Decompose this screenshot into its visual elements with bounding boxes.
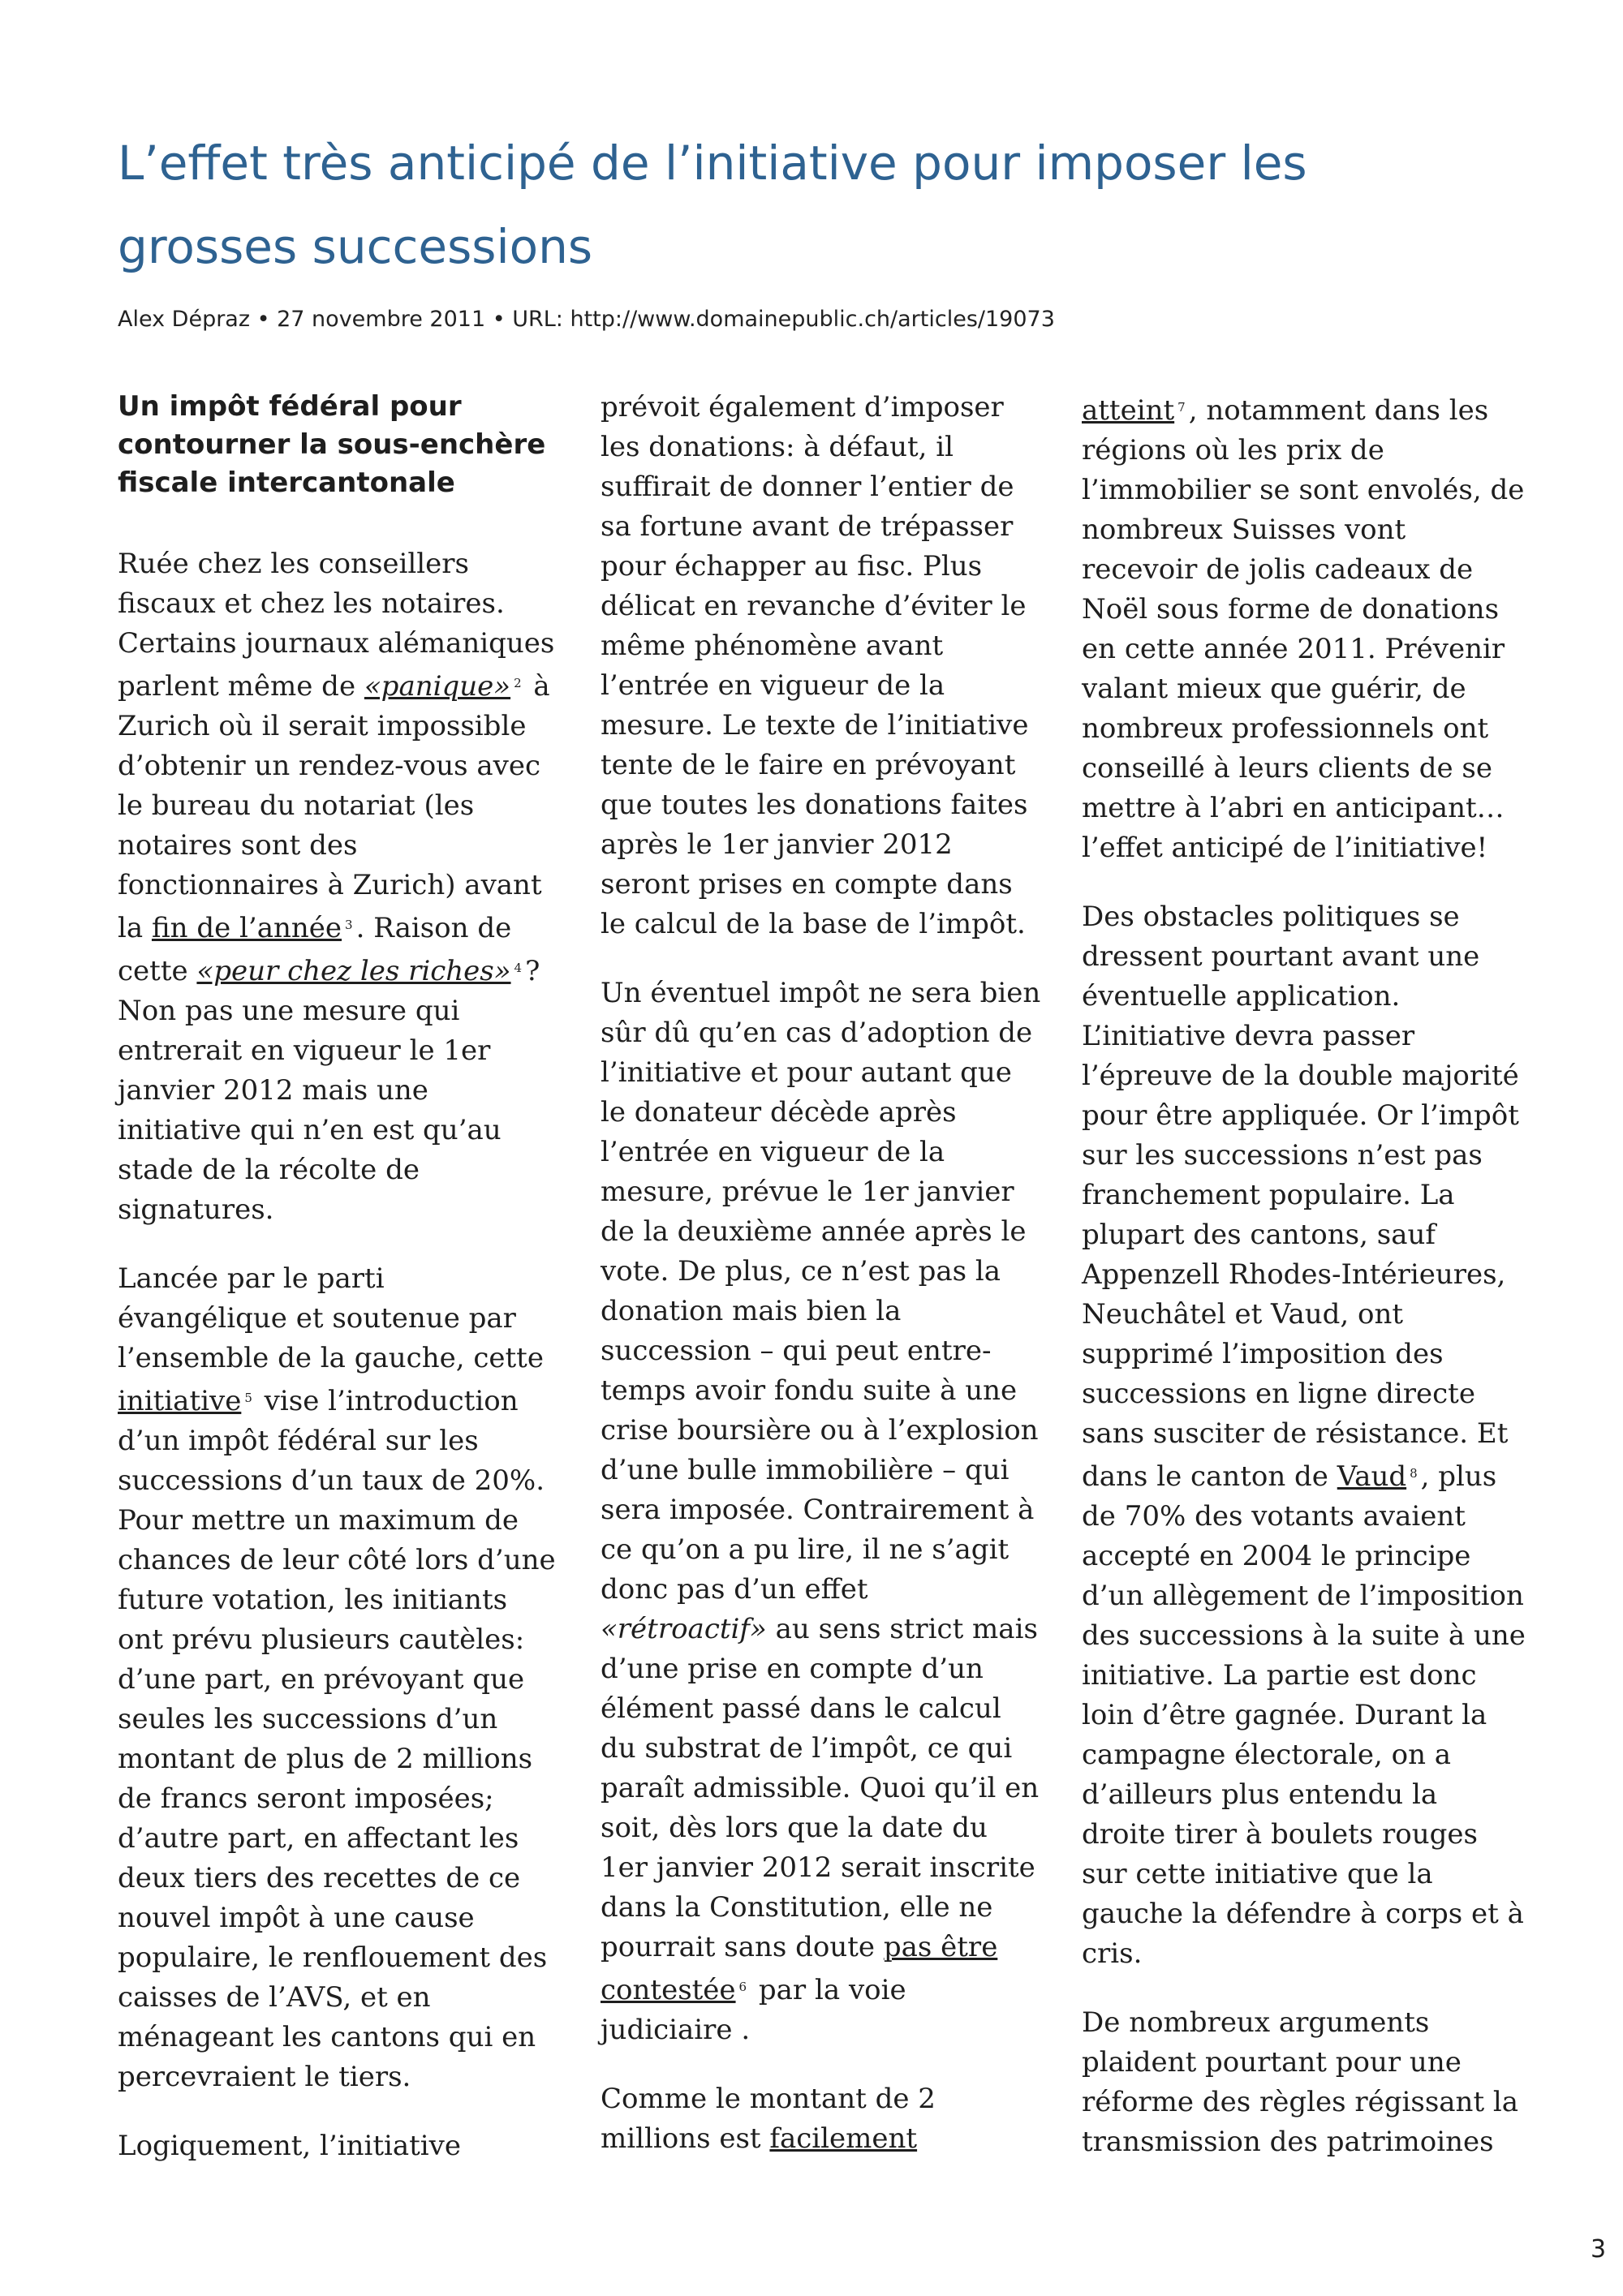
paragraph: prévoit également d’imposer les donations: à défaut, il suffirait de donner l’entier de sa fortune avant de trépasser pour échapper au fisc. Plus délicat en revanche d’éviter le même phénomène avant l’entrée en vigueur de la mesure. Le texte de l’initiative tente de le faire en prévoyant que toutes les donations faites après le 1er janvier 2012 seront prises en compte dans le calcul de la base de l’impôt. xyxy=(601,391,1029,940)
paragraph: De nombreux arguments plaident pourtant pour une réforme des règles régissant la transmission des patrimoines xyxy=(1082,2006,1519,2158)
column-3 xyxy=(1082,388,1526,2191)
footnote-marker: 5 xyxy=(244,1391,252,1405)
page-number: 3 xyxy=(1591,2235,1607,2264)
paragraph: Un éventuel impôt ne sera bien sûr dû qu’en cas d’adoption de l’initiative et pour autant que le donateur décède après l’entrée en vigueur de la mesure, prévue le 1er janvier de la deuxième année après le vote. De plus, ce n’est pas la donation mais bien la succession – qui peut entre-temps avoir fondu suite à une crise boursière ou à l’explosion d’une bulle immobilière – qui sera imposée. Contrairement à ce qu’on a pu lire, il ne s’agit donc pas d’un effet «rétroactif» au sens strict mais d’une prise en compte d’un élément passé dans le calcul du substrat de l’impôt, ce qui paraît admissible. Quoi qu’il en soit, dès lors que la date du 1er janvier 2012 serait inscrite dans la Constitution, elle ne pourrait sans doute pas être contestée $^6$ par la voie judiciaire . xyxy=(601,977,1041,2046)
footnote-marker: 4 xyxy=(514,961,523,975)
footnote-marker: 8 xyxy=(1410,1466,1418,1481)
footnote-link-facilement[interactable]: facilement xyxy=(769,2122,918,2155)
paragraph: Comme le montant de 2 millions est facilement xyxy=(601,2083,936,2155)
footnote-marker: 2 xyxy=(514,676,522,690)
footnote-link-initiative[interactable]: initiative xyxy=(118,1385,242,1417)
article-title: L’effet très anticipé de l’initiative pour imposer les grosses successions xyxy=(118,135,1307,274)
footnote-link-pas-etre-contestee[interactable]: pas être contestée xyxy=(601,1931,998,2006)
paragraph: Des obstacles politiques se dressent pourtant avant une éventuelle application. L’initiative devra passer l’épreuve de la double majorité pour être appliquée. Or l’impôt sur les successions n’est pas franchement populaire. La plupart des cantons, sauf Appenzell Rhodes-Intérieures, Neuchâtel et Vaud, ont supprimé l’imposition des successions en ligne directe sans susciter de résistance. Et dans le canton de Vaud $^8$ , plus de 70% des votants avaient accepté en 2004 le principe d’un allègement de l’imposition des successions à la suite à une initiative. La partie est donc loin d’être gagnée. Durant la campagne électorale, on a d’ailleurs plus entendu la droite tirer à boulets rouges sur cette initiative que la gauche la défendre à corps et à cris. xyxy=(1082,901,1526,1970)
column-1 xyxy=(118,388,560,2195)
paragraph: Ruée chez les conseillers fiscaux et chez les notaires. Certains journaux alémaniques parlent même de «panique» $^2$ à Zurich où il serait impossible d’obtenir un rendez-vous avec le bureau du notariat (les notaires sont des fonctionnaires à Zurich) avant la fin de l’année $^3$ . Raison de cette «peur chez les riches» $^4$ ? Non pas une mesure qui entrerait en vigueur le 1er janvier 2012 mais une initiative qui n’en est qu’au stade de la récolte de signatures. xyxy=(118,548,555,1226)
section-heading: Un impôt fédéral pour contourner la sous-enchère fiscale intercantonale xyxy=(118,390,546,499)
footnote-link-fin-annee[interactable]: fin de l’année xyxy=(151,912,342,944)
footnote-marker: 6 xyxy=(738,1980,747,1994)
footnote-link-peur-riches[interactable]: «peur chez les riches» xyxy=(196,955,511,987)
footnote-link-vaud[interactable]: Vaud xyxy=(1337,1460,1407,1493)
column-2 xyxy=(601,388,1043,2188)
paragraph: atteint $^7$ , notamment dans les régions où les prix de l’immobilier se sont envolés, de nombreux Suisses vont recevoir de jolis cadeaux de Noël sous forme de donations en cette année 2011. Prévenir valant mieux que guérir, de nombreux professionnels ont conseillé à leurs clients de se mettre à l’abri en anticipant… l’effet anticipé de l’initiative! xyxy=(1082,394,1525,864)
footnote-marker: 3 xyxy=(345,918,353,932)
footnote-link-atteint[interactable]: atteint xyxy=(1082,394,1175,427)
paragraph: Lancée par le parti évangélique et soutenue par l’ensemble de la gauche, cette initiative $^5$ vise l’introduction d’un impôt fédéral sur les successions d’un taux de 20%. Pour mettre un maximum de chances de leur côté lors d’une future votation, les initiants ont prévu plusieurs cautèles: d’une part, en prévoyant que seules les successions d’un montant de plus de 2 millions de francs seront imposées; d’autre part, en affectant les deux tiers des recettes de ce nouvel impôt à une cause populaire, le renflouement des caisses de l’AVS, et en ménageant les cantons qui en percevraient le tiers. xyxy=(118,1262,556,2093)
italic-term: «rétroactif» xyxy=(601,1613,767,1645)
footnote-marker: 7 xyxy=(1177,400,1186,415)
article-byline: Alex Dépraz • 27 novembre 2011 • URL: http://www.domainepublic.ch/articles/19073 xyxy=(118,307,1055,332)
footnote-link-panique[interactable]: «panique» xyxy=(364,670,511,703)
paragraph: Logiquement, l’initiative xyxy=(118,2130,462,2162)
